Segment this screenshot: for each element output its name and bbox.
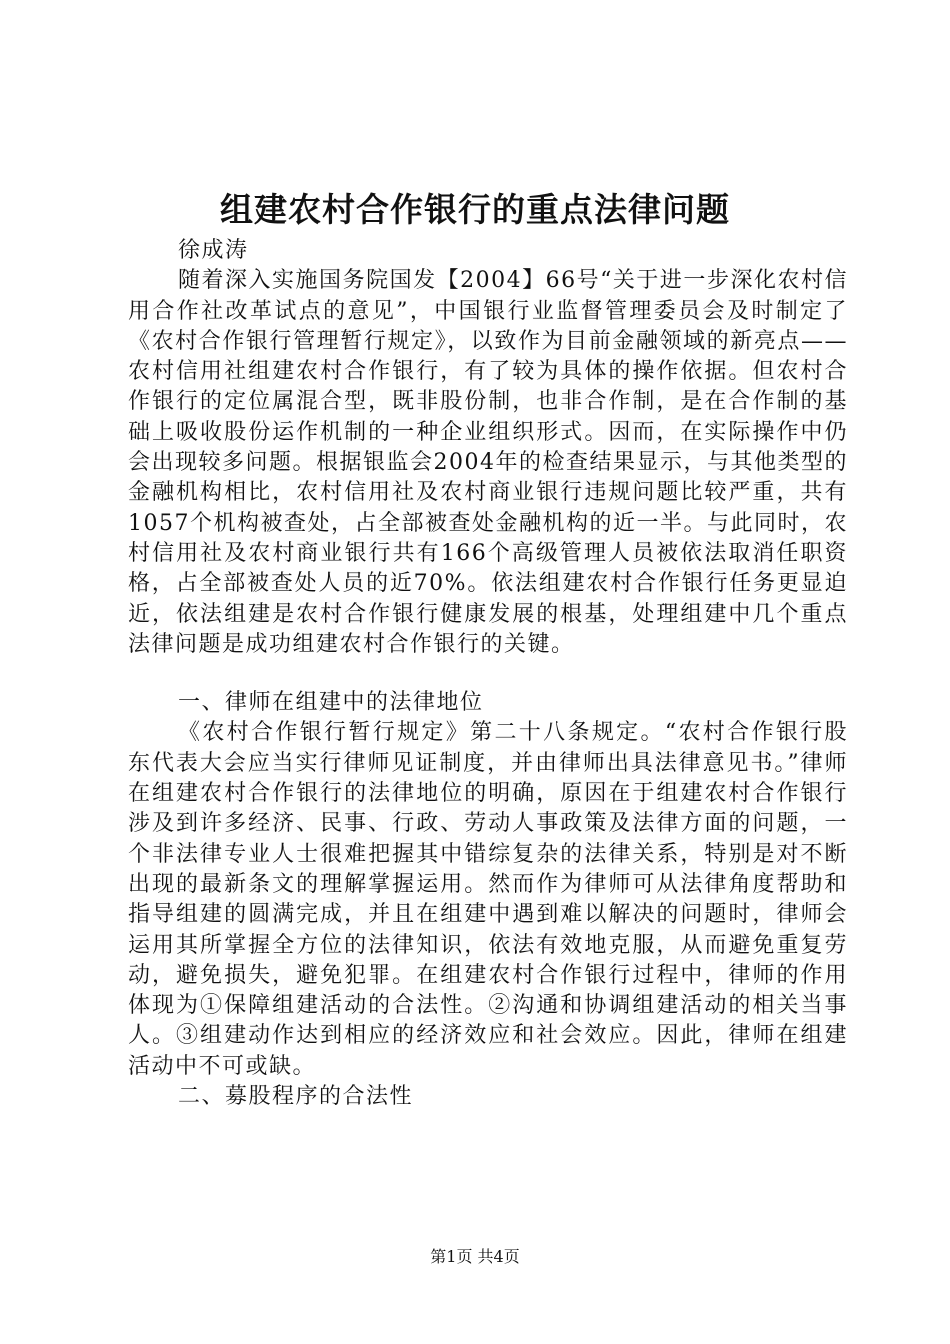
paragraph-section-1: 《农村合作银行暂行规定》第二十八条规定。“农村合作银行股东代表大会应当实行律师见证制度，并由律师出具法律意见书。”律师在组建农村合作银行的法律地位的明确，原因在于组建农村合作银行涉及到许多经济、民事、行政、劳动人事政策及法律方面的问题，一个非法律专业人士很难把握其中错综复杂的法律关系，特别是对不断出现的最新条文的理解掌握运用。然而作为律师可从法律角度帮助和指导组建的圆满完成，并且在组建中遇到难以解决的问题时，律师会运用其所掌握全方位的法律知识，依法有效地克服，从而避免重复劳动，避免损失，避免犯罪。在组建农村合作银行过程中，律师的作用体现为①保障组建活动的合法性。②沟通和协调组建活动的相关当事人。③组建动作达到相应的经济效应和社会效应。因此，律师在组建活动中不可或缺。 <box>128 720 848 1079</box>
section-heading-1: 一、律师在组建中的法律地位 <box>178 690 484 716</box>
paragraph-intro: 随着深入实施国务院国发【2004】66号“关于进一步深化农村信用合作社改革试点的意见”，中国银行业监督管理委员会及时制定了《农村合作银行管理暂行规定》，以致作为目前金融领域的新亮点——农村信用社组建农村合作银行，有了较为具体的操作依据。但农村合作银行的定位属混合型，既非股份制，也非合作制，是在合作制的基础上吸收股份运作机制的一种企业组织形式。因而，在实际操作中仍会出现较多问题。根据银监会2004年的检查结果显示，与其他类型的金融机构相比，农村信用社及农村商业银行违规问题比较严重，共有1057个机构被查处，占全部被查处金融机构的近一半。与此同时，农村信用社及农村商业银行共有166个高级管理人员被依法取消任职资格，占全部被查处人员的近70%。依法组建农村合作银行任务更显迫近，依法组建是农村合作银行健康发展的根基，处理组建中几个重点法律问题是成功组建农村合作银行的关键。 <box>128 268 848 657</box>
author-name: 徐成涛 <box>178 238 249 263</box>
section-heading-2: 二、募股程序的合法性 <box>178 1084 414 1110</box>
document-body <box>128 236 848 1112</box>
paragraph-gap <box>128 660 848 688</box>
document-title: 组建农村合作银行的重点法律问题 <box>220 190 730 229</box>
page-footer: 第1页 共4页 <box>430 1247 520 1266</box>
